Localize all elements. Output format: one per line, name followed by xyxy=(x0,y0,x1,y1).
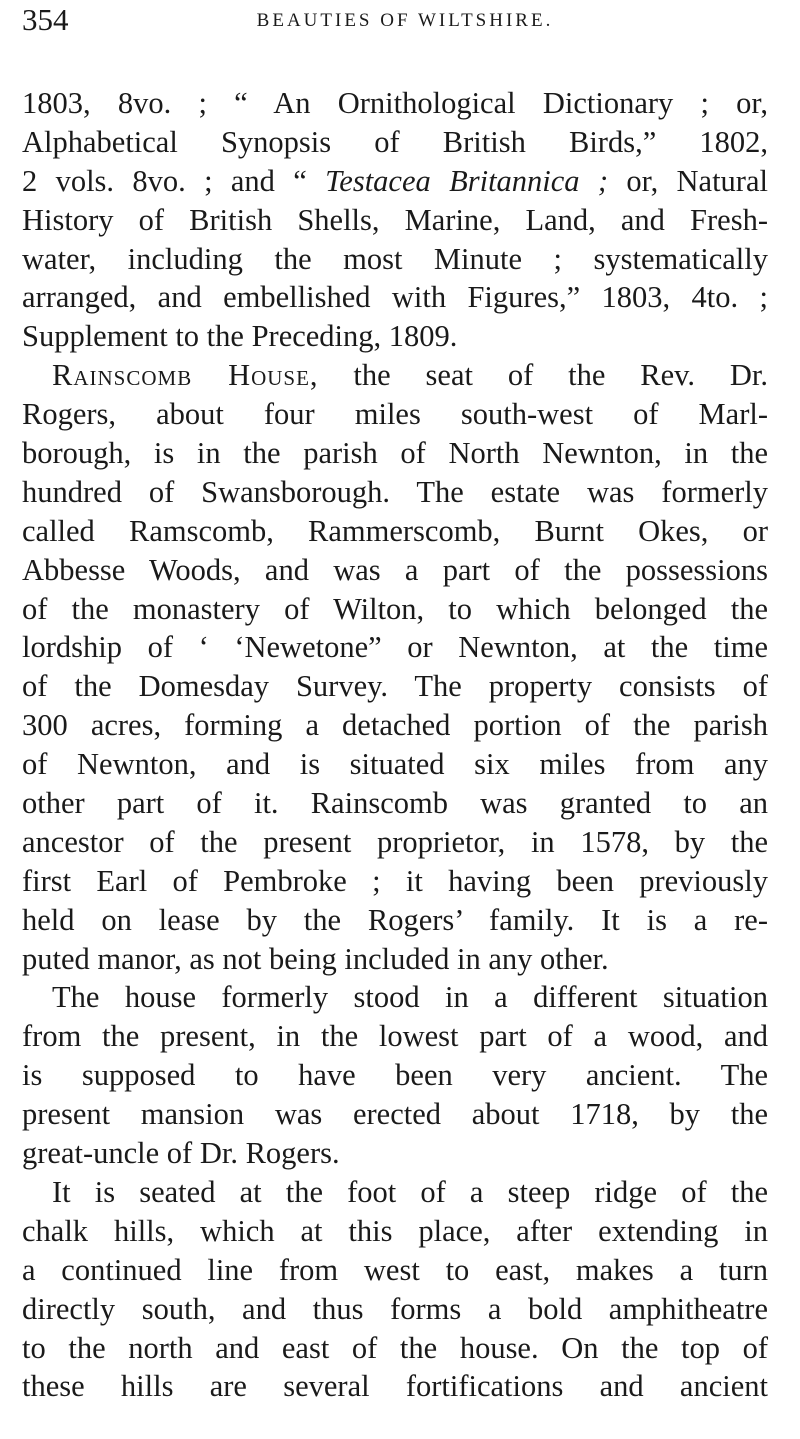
text-line xyxy=(22,240,768,279)
text-segment: It is seated at the foot of a steep ridge of the xyxy=(52,1174,768,1209)
text-segment: called Ramscomb, Rammerscomb, Burnt Okes, or xyxy=(22,513,768,548)
text-segment: or, Natural xyxy=(608,163,768,198)
text-line xyxy=(22,784,768,823)
running-title: BEAUTIES OF WILTSHIRE. xyxy=(256,10,554,31)
text-segment: hundred of Swansborough. The estate was formerly xyxy=(22,474,768,509)
text-segment: Supplement to the Preceding, 1809. xyxy=(22,319,458,354)
text-line xyxy=(22,84,768,123)
text-segment: 2 vols. 8vo. ; and “ xyxy=(22,163,326,198)
text-segment: other part of it. Rainscomb was granted to an xyxy=(22,786,768,821)
text-line xyxy=(22,1056,768,1095)
text-segment: Abbesse Woods, and was a part of the possessions xyxy=(22,552,768,587)
text-line xyxy=(22,1290,768,1329)
text-line xyxy=(22,1095,768,1134)
running-header xyxy=(22,0,768,40)
text-line xyxy=(22,512,768,551)
text-line xyxy=(22,551,768,590)
text-line xyxy=(22,395,768,434)
page-number: 354 xyxy=(22,2,69,37)
text-line xyxy=(22,1251,768,1290)
text-segment: first Earl of Pembroke ; it having been previously xyxy=(22,863,768,898)
text-line xyxy=(22,706,768,745)
text-line xyxy=(22,1367,768,1406)
text-line xyxy=(22,940,768,979)
text-segment: lordship of ‘ ‘Newetone” or Newnton, at the time xyxy=(22,630,768,665)
text-line xyxy=(22,978,768,1017)
text-segment: held on lease by the Rogers’ family. It is a re- xyxy=(22,902,768,937)
text-line xyxy=(22,473,768,512)
text-segment: 1803, 8vo. ; “ An Ornithological Dictionary ; or, xyxy=(22,86,768,120)
text-segment: borough, is in the parish of North Newnton, in the xyxy=(22,436,768,471)
text-line xyxy=(22,1134,768,1173)
text-segment: chalk hills, which at this place, after extending in xyxy=(22,1213,768,1248)
text-line xyxy=(22,590,768,629)
text-line xyxy=(22,1017,768,1056)
text-segment: to the north and east of the house. On the top of xyxy=(22,1330,768,1365)
text-segment: History of British Shells, Marine, Land, and Fresh- xyxy=(22,202,768,237)
text-segment: Rogers, about four miles south-west of Marl- xyxy=(22,397,768,432)
text-segment: these hills are several fortifications and ancient xyxy=(22,1369,768,1404)
text-segment: water, including the most Minute ; systematically xyxy=(22,241,768,276)
text-line xyxy=(22,901,768,940)
text-line xyxy=(22,667,768,706)
text-segment: Alphabetical Synopsis of British Birds,” 1802, xyxy=(22,124,768,159)
text-line xyxy=(22,356,768,395)
text-line xyxy=(22,628,768,667)
text-segment: arranged, and embellished with Figures,” 1803, 4to. ; xyxy=(22,280,768,315)
text-segment: puted manor, as not being included in any other. xyxy=(22,941,609,976)
text-segment: directly south, and thus forms a bold amphitheatre xyxy=(22,1291,768,1326)
text-line xyxy=(22,1173,768,1212)
text-line xyxy=(22,317,768,356)
text-line xyxy=(22,745,768,784)
text-line xyxy=(22,1329,768,1368)
text-segment: of the monastery of Wilton, to which belonged the xyxy=(22,591,768,626)
text-segment: great-uncle of Dr. Rogers. xyxy=(22,1136,340,1171)
text-segment: the seat of the Rev. Dr. xyxy=(318,358,769,393)
text-segment: from the present, in the lowest part of a wood, and xyxy=(22,1019,768,1054)
text-segment: of the Domesday Survey. The property consists of xyxy=(22,669,768,704)
text-line xyxy=(22,162,768,201)
italic-title: Testacea Britannica ; xyxy=(325,163,609,198)
text-segment: a continued line from west to east, makes a turn xyxy=(22,1252,768,1287)
text-line xyxy=(22,278,768,317)
body-text xyxy=(22,84,768,1406)
text-line xyxy=(22,123,768,162)
text-segment: The house formerly stood in a different situation xyxy=(52,980,768,1015)
text-segment: 300 acres, forming a detached portion of the parish xyxy=(22,708,768,743)
text-segment: of Newnton, and is situated six miles from any xyxy=(22,747,768,782)
small-caps-heading: Rainscomb House, xyxy=(52,358,319,393)
text-line xyxy=(22,201,768,240)
text-line xyxy=(22,434,768,473)
text-line xyxy=(22,823,768,862)
text-segment: present mansion was erected about 1718, by the xyxy=(22,1097,768,1132)
text-segment: ancestor of the present proprietor, in 1578, by the xyxy=(22,824,768,859)
text-line xyxy=(22,1212,768,1251)
text-line xyxy=(22,862,768,901)
text-segment: is supposed to have been very ancient. The xyxy=(22,1058,768,1093)
